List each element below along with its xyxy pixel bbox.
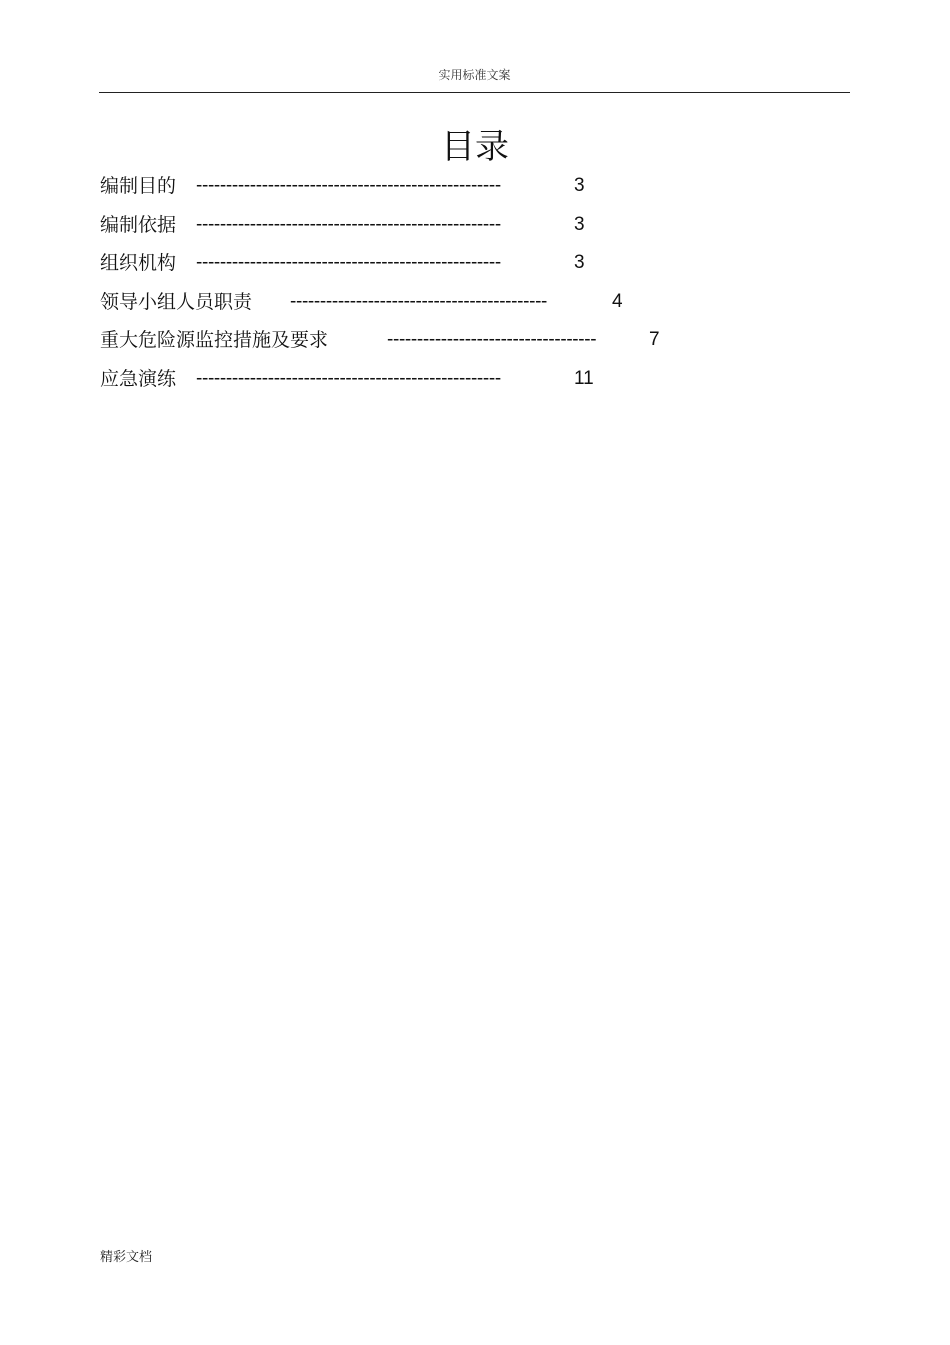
toc-leader-dots: ------------------------------------------- [290, 290, 548, 312]
document-title: 目录 [441, 127, 509, 167]
toc-leader-dots: --------------------------------------------------- [196, 367, 501, 389]
toc-leader-dots: ----------------------------------- [387, 329, 597, 350]
toc-page-number: 3 [574, 252, 585, 273]
toc-entry-label: 组织机构 [100, 252, 177, 274]
toc-leader-dots: --------------------------------------------------- [196, 175, 501, 196]
toc-entry-label: 编制目的 [100, 175, 177, 197]
header-text: 实用标准文案 [438, 68, 511, 82]
toc-leader-dots: --------------------------------------------------- [196, 213, 501, 235]
toc-page-number: 7 [649, 329, 660, 350]
page-footer [100, 1249, 152, 1267]
footer-text: 精彩文档 [100, 1250, 153, 1265]
toc-page-number: 3 [574, 175, 585, 196]
toc-entry-label: 应急演练 [100, 367, 177, 390]
page-header [99, 66, 850, 93]
toc-page-number: 11 [574, 367, 594, 389]
toc-leader-dots: --------------------------------------------------- [196, 252, 501, 273]
toc-page-number: 3 [574, 213, 585, 235]
toc-entry-label: 领导小组人员职责 [100, 290, 253, 313]
toc-page-number: 4 [612, 290, 623, 312]
toc-entry-label: 编制依据 [100, 213, 177, 236]
toc-entry-label: 重大危险源监控措施及要求 [100, 329, 329, 351]
